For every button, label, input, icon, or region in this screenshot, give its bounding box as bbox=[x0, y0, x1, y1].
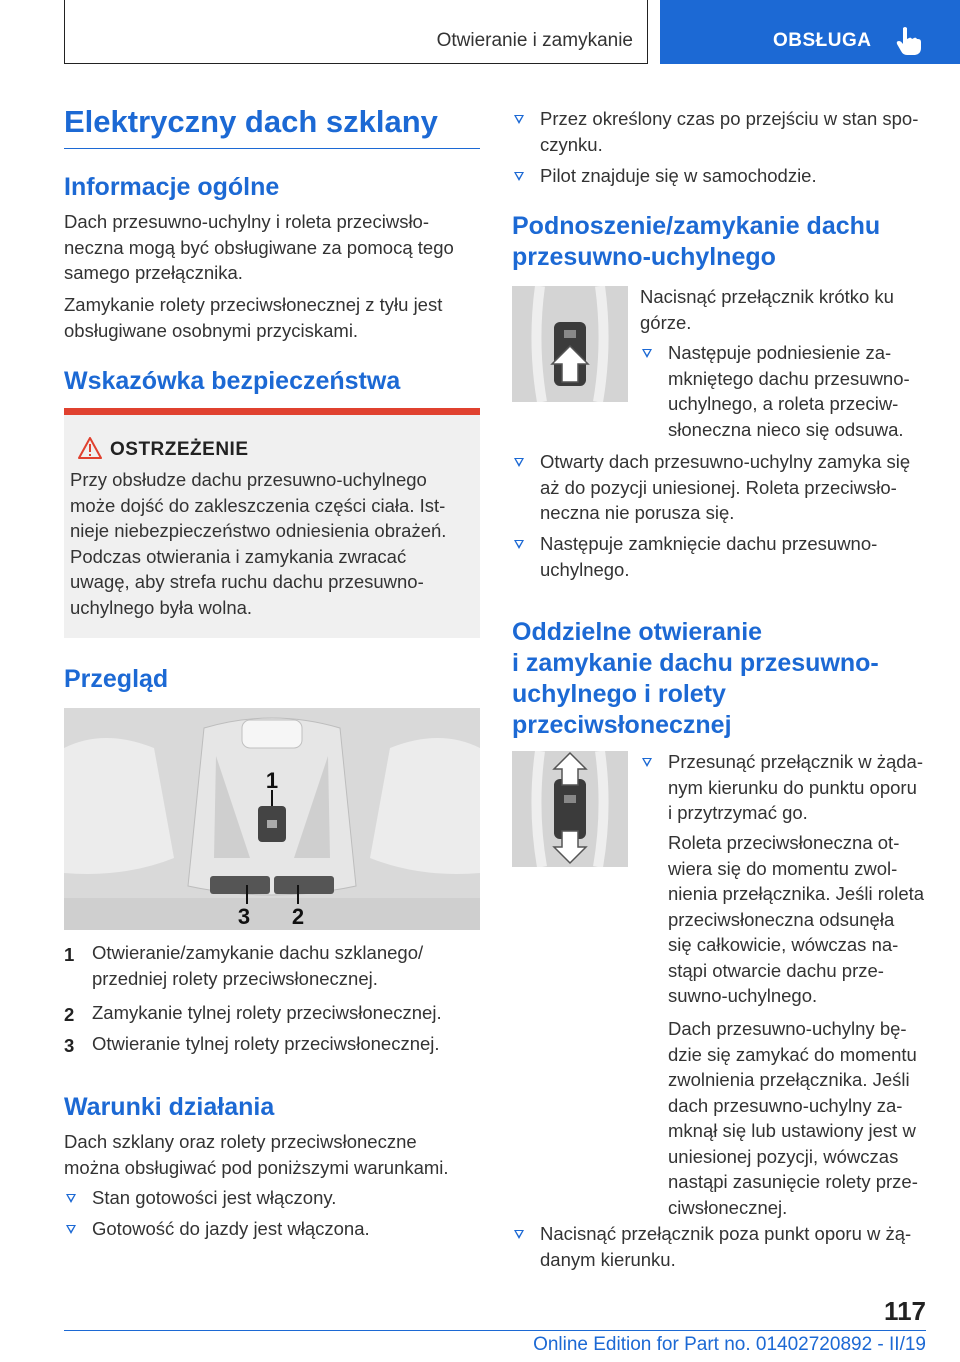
raise-bullet-2: Otwarty dach przesuwno-uchylny zamyka się aż do pozycji uniesionej. Roleta przeciwsło- neczna nie porusza się. bbox=[540, 451, 911, 523]
right-top-bullet-1: Przez określony czas po przejściu w stan spo- czynku. bbox=[540, 108, 919, 155]
conditions-bullet-2: Gotowość do jazdy jest włączona. bbox=[92, 1218, 370, 1239]
separate-bullet-1: Przesunąć przełącznik w żąda- nym kierunku do punktu oporu i przytrzymać go. bbox=[668, 751, 923, 823]
page-title: Elektryczny dach szklany bbox=[64, 104, 438, 139]
warning-text: Przy obsłudze dachu przesuwno-uchylnego może dojść do zakleszczenia części ciała. Ist- nieje niebezpieczeństwo odniesienia obrażeń. Podczas otwierania i zamykania zwracać uwagę, aby strefa ruchu dachu przesuwno- uchylnego była wolna. bbox=[70, 469, 447, 618]
warning-triangle-icon bbox=[78, 437, 102, 459]
header-tab[interactable] bbox=[660, 0, 960, 64]
list-item-1: Otwieranie/zamykanie dachu szklanego/ przedniej rolety przeciwsłonecznej. bbox=[92, 942, 424, 989]
header-section-title: Otwieranie i zamykanie bbox=[436, 30, 633, 51]
separate-para-2: Dach przesuwno-uchylny bę- dzie się zamykać do momentu zwolnienia przełącznika. Jeśli dach przesuwno-uchylny za- mknął się lub ustawiony jest w uniesionej pozycji, wówczas nastąpi zasunięcie rolety prze- ciwsłonecznej. bbox=[668, 1018, 918, 1218]
separate-para-1: Roleta przeciwsłoneczna ot- wiera się do momentu zwol- nienia przełącznika. Jeśli roleta przeciwsłoneczna odsunęła się całkowicie, wówczas na- stąpi otwarcie dachu prze- suwno-uchylnego. bbox=[668, 832, 925, 1006]
general-para-1: Dach przesuwno-uchylny i roleta przeciwsło- neczna mogą być obsługiwane za pomocą tego samego przełącznika. bbox=[64, 211, 454, 283]
conditions-para: Dach szklany oraz rolety przeciwsłoneczne można obsługiwać pod poniższymi warunkami. bbox=[64, 1131, 449, 1178]
bullet-triangle-icon bbox=[642, 349, 652, 358]
heading-overview: Przegląd bbox=[64, 665, 169, 693]
list-num-2: 2 bbox=[64, 1004, 75, 1025]
raise-bullet-1: Następuje podniesienie za- mkniętego dachu przesuwno- uchylnego, a roleta przeciw- słoneczna nieco się odsuwa. bbox=[668, 342, 910, 440]
right-top-bullet-2: Pilot znajduje się w samochodzie. bbox=[540, 165, 817, 186]
bullet-triangle-icon bbox=[514, 115, 524, 124]
switch-up-down-figure bbox=[512, 751, 628, 867]
callout-3: 3 bbox=[237, 904, 251, 929]
title-rule bbox=[64, 148, 480, 149]
bullet-triangle-icon bbox=[642, 758, 652, 767]
pointing-hand-icon bbox=[896, 26, 922, 56]
footer-rule bbox=[64, 1330, 926, 1331]
footer-edition: Online Edition for Part no. 01402720892 - II/19 bbox=[533, 1334, 926, 1355]
switch-up-figure bbox=[512, 286, 628, 402]
header-tab-label: OBSŁUGA bbox=[773, 30, 872, 51]
callout-1: 1 bbox=[265, 768, 279, 793]
bullet-triangle-icon bbox=[514, 172, 524, 181]
warning-title: OSTRZEŻENIE bbox=[110, 439, 249, 460]
conditions-bullet-1: Stan gotowości jest włączony. bbox=[92, 1187, 337, 1208]
bullet-triangle-icon bbox=[514, 458, 524, 467]
list-num-3: 3 bbox=[64, 1035, 75, 1056]
heading-general: Informacje ogólne bbox=[64, 173, 280, 201]
bullet-triangle-icon bbox=[514, 1230, 524, 1239]
heading-raise: Podnoszenie/zamykanie dachu przesuwno-uchylnego bbox=[512, 212, 881, 271]
raise-bullet-3: Następuje zamknięcie dachu przesuwno- uchylnego. bbox=[540, 533, 878, 580]
separate-bullet-2: Nacisnąć przełącznik poza punkt oporu w żą- danym kierunku. bbox=[540, 1223, 912, 1270]
warning-box bbox=[64, 408, 480, 638]
list-num-1: 1 bbox=[64, 944, 75, 965]
callout-2: 2 bbox=[291, 904, 305, 929]
heading-separate: Oddzielne otwieranie i zamykanie dachu przesuwno- uchylnego i rolety przeciwsłonecznej bbox=[512, 618, 879, 739]
overhead-console-figure bbox=[64, 708, 480, 930]
page-number: 117 bbox=[884, 1296, 926, 1326]
header-section-box bbox=[64, 0, 648, 64]
raise-intro: Nacisnąć przełącznik krótko ku górze. bbox=[640, 286, 894, 333]
bullet-triangle-icon bbox=[66, 1225, 76, 1234]
heading-conditions: Warunki działania bbox=[64, 1093, 275, 1121]
bullet-triangle-icon bbox=[514, 540, 524, 549]
bullet-triangle-icon bbox=[66, 1194, 76, 1203]
heading-safety: Wskazówka bezpieczeństwa bbox=[64, 367, 401, 395]
list-item-2: Zamykanie tylnej rolety przeciwsłonecznej. bbox=[92, 1002, 442, 1023]
general-para-2: Zamykanie rolety przeciwsłonecznej z tyłu jest obsługiwane osobnymi przyciskami. bbox=[64, 294, 443, 341]
list-item-3: Otwieranie tylnej rolety przeciwsłonecznej. bbox=[92, 1033, 440, 1054]
